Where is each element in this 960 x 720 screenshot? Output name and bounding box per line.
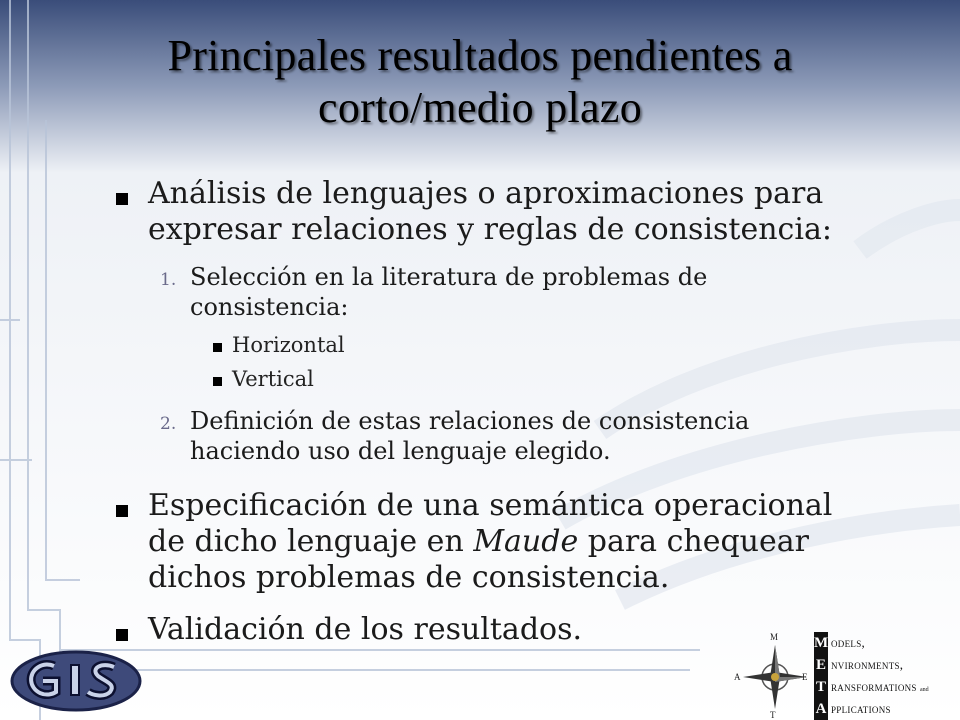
square-bullet-icon (116, 193, 128, 205)
square-bullet-icon (116, 505, 128, 517)
bullet-item (110, 488, 850, 596)
item-text: Selección en la literatura de problemas de consistencia: (190, 263, 708, 321)
square-bullet-icon (116, 629, 128, 641)
meta-row: E nvironments, (815, 657, 904, 673)
item-text: Definición de estas relaciones de consistencia haciendo uso del lenguaje elegido. (190, 407, 750, 465)
square-bullet-icon (213, 377, 222, 386)
numbered-item (110, 262, 850, 322)
title-line-1: Principales resultados pendientes a (167, 31, 793, 80)
meta-row: M odels, (814, 635, 866, 651)
compass-east-label: E (802, 672, 808, 682)
sub-bullet-item (110, 366, 850, 392)
gis-logo (10, 650, 142, 712)
slide-title (60, 30, 900, 134)
bullet-item (110, 176, 850, 248)
compass-north-label: M (770, 632, 779, 642)
bullet-emphasis: Maude (473, 524, 579, 559)
meta-row: A pplications (815, 701, 891, 717)
meta-logo (730, 632, 960, 720)
item-number: 2. (160, 414, 177, 434)
sub-bullet-item (110, 332, 850, 358)
compass-rose-icon (740, 642, 810, 712)
slide-content (110, 176, 850, 662)
square-bullet-icon (213, 343, 222, 352)
meta-suffix: and (919, 687, 929, 693)
sub-bullet-text: Vertical (232, 367, 314, 391)
bullet-text: Análisis de lenguajes o aproximaciones para expresar relaciones y reglas de consistencia: (148, 176, 832, 247)
sub-bullet-text: Horizontal (232, 333, 345, 357)
bullet-text-start: Especificación de una semántica operacional de dicho lenguaje en (148, 488, 833, 559)
title-line-2: corto/medio plazo (318, 83, 642, 132)
meta-row: T ransformations and (815, 679, 929, 695)
item-number: 1. (160, 270, 177, 290)
bullet-text-end: para chequear dichos problemas de consistencia. (148, 524, 809, 595)
compass-west-label: A (734, 672, 741, 682)
compass-south-label: T (770, 710, 776, 720)
bullet-text: Validación de los resultados. (148, 612, 583, 647)
numbered-item (110, 406, 850, 466)
